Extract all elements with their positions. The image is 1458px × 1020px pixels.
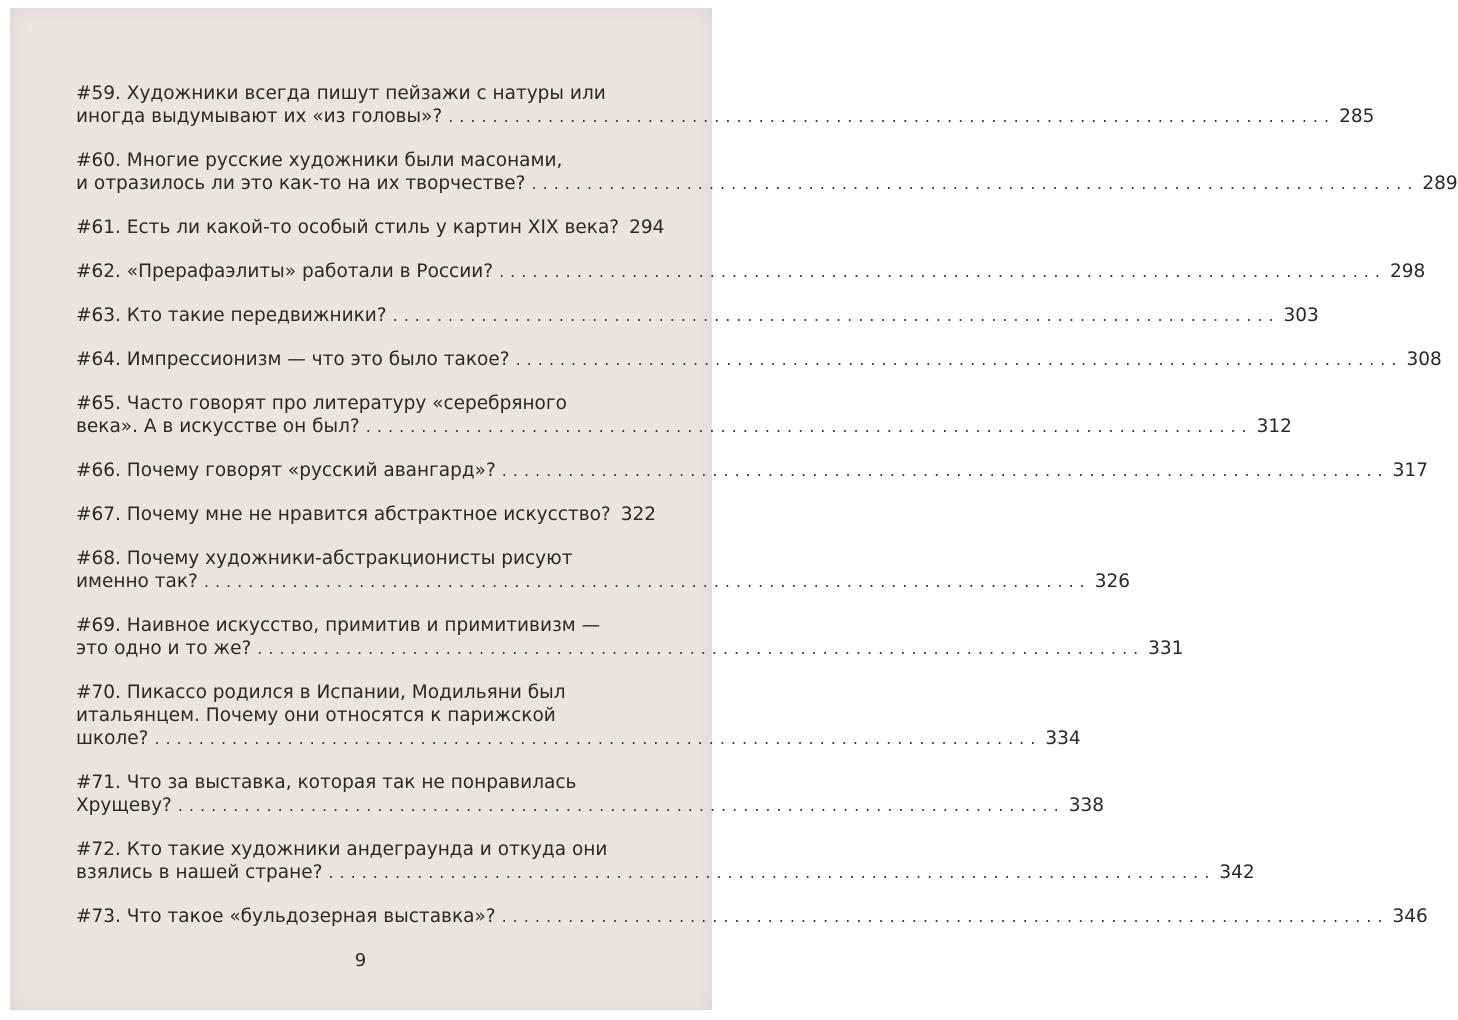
toc-entry-page-number: 312 [1256, 416, 1292, 437]
toc-entry-page-number: 326 [1094, 571, 1131, 592]
toc-entry-title-line: #64. Импрессионизм — что это было такое? [76, 349, 510, 370]
toc-entry-title-line: века». А в искусстве он был? [76, 416, 360, 437]
toc-entry-title-line: #71. Что за выставка, которая так не понравилась [76, 772, 577, 793]
toc-entry-title-line: #59. Художники всегда пишут пейзажи с натуры или [76, 83, 606, 104]
toc-entry [76, 82, 1375, 128]
toc-entry-title-line: это одно и то же? [76, 638, 252, 659]
toc-entry-title-line: #66. Почему говорят «русский авангард»? [76, 460, 496, 481]
dot-leader: ................................................................................ [365, 417, 1253, 436]
toc-entry-page-number: 317 [1392, 460, 1428, 481]
toc-entry [76, 547, 1131, 593]
dot-leader: ................................................................................ [501, 461, 1389, 480]
toc-entry-page-number: 308 [1406, 349, 1442, 370]
toc-entry-title-line: #60. Многие русские художники были масонами, [76, 150, 563, 171]
toc-entry-page-number: 289 [1422, 173, 1458, 194]
toc-entry-title-line: #69. Наивное искусство, примитив и примитивизм — [76, 615, 601, 636]
toc-entry-title-line: #65. Часто говорят про литературу «серебряного [76, 393, 567, 414]
toc-entry [76, 216, 665, 239]
dot-leader: ................................................................................ [257, 639, 1145, 658]
table-of-contents [76, 82, 1458, 949]
toc-entry-title-line: Хрущеву? [76, 795, 172, 816]
toc-entry-page-number: 342 [1219, 862, 1255, 883]
toc-entry-page-number: 294 [629, 217, 665, 238]
toc-entry-page-number: 346 [1392, 906, 1428, 927]
toc-entry-title-line: взялись в нашей стране? [76, 862, 323, 883]
toc-entry-title-line: #73. Что такое «бульдозерная выставка»? [76, 906, 496, 927]
toc-entry [76, 304, 1319, 327]
dot-leader: ................................................................................ [392, 306, 1280, 325]
dot-leader: ................................................................................ [203, 572, 1091, 591]
toc-entry-title-line: иногда выдумывают их «из головы»? [76, 106, 443, 127]
toc-entry-title-line: #67. Почему мне не нравится абстрактное искусство? [76, 504, 611, 525]
toc-entry [76, 771, 1105, 817]
toc-entry-title-line: именно так? [76, 571, 198, 592]
toc-entry-title-line: #68. Почему художники-абстракционисты рисуют [76, 548, 573, 569]
toc-entry [76, 905, 1428, 928]
toc-entry [76, 614, 1184, 660]
toc-entry [76, 392, 1292, 438]
toc-entry-title-line: #63. Кто такие передвижники? [76, 305, 387, 326]
toc-entry [76, 838, 1255, 884]
toc-entry-page-number: 298 [1389, 261, 1426, 282]
toc-entry-page-number: 334 [1045, 728, 1081, 749]
toc-entry-title-line: #72. Кто такие художники андеграунда и откуда они [76, 839, 608, 860]
dot-leader: ................................................................................ [515, 350, 1403, 369]
toc-entry-title-line: #70. Пикассо родился в Испании, Модильяни был [76, 682, 566, 703]
toc-entry-page-number: 338 [1068, 795, 1105, 816]
toc-entry [76, 459, 1428, 482]
toc-entry [76, 149, 1458, 195]
toc-entry-page-number: 322 [620, 504, 657, 525]
toc-entry-title-line: итальянцем. Почему они относятся к парижской [76, 705, 556, 726]
toc-entry-title-line: #62. «Прерафаэлиты» работали в России? [76, 261, 494, 282]
dot-leader: ................................................................................ [499, 262, 1386, 281]
toc-entry [76, 348, 1442, 371]
toc-entry [76, 681, 1081, 750]
toc-entry-title-line: и отразилось ли это как-то на их творчестве? [76, 173, 526, 194]
page-number: 9 [354, 950, 367, 971]
toc-entry [76, 260, 1426, 283]
toc-entry-page-number: 303 [1283, 305, 1319, 326]
dot-leader: ................................................................................ [531, 174, 1419, 193]
dot-leader: ................................................................................ [177, 796, 1065, 815]
dot-leader: ................................................................................ [154, 729, 1042, 748]
toc-entry-title-line: школе? [76, 728, 149, 749]
toc-entry-page-number: 285 [1339, 106, 1375, 127]
dot-leader: ................................................................................ [501, 907, 1389, 926]
toc-entry-page-number: 331 [1148, 638, 1184, 659]
toc-entry [76, 503, 657, 526]
dot-leader: ................................................................................ [328, 863, 1216, 882]
dot-leader: ................................................................................ [448, 107, 1336, 126]
toc-entry-title-line: #61. Есть ли какой-то особый стиль у картин XIX века? [76, 217, 620, 238]
